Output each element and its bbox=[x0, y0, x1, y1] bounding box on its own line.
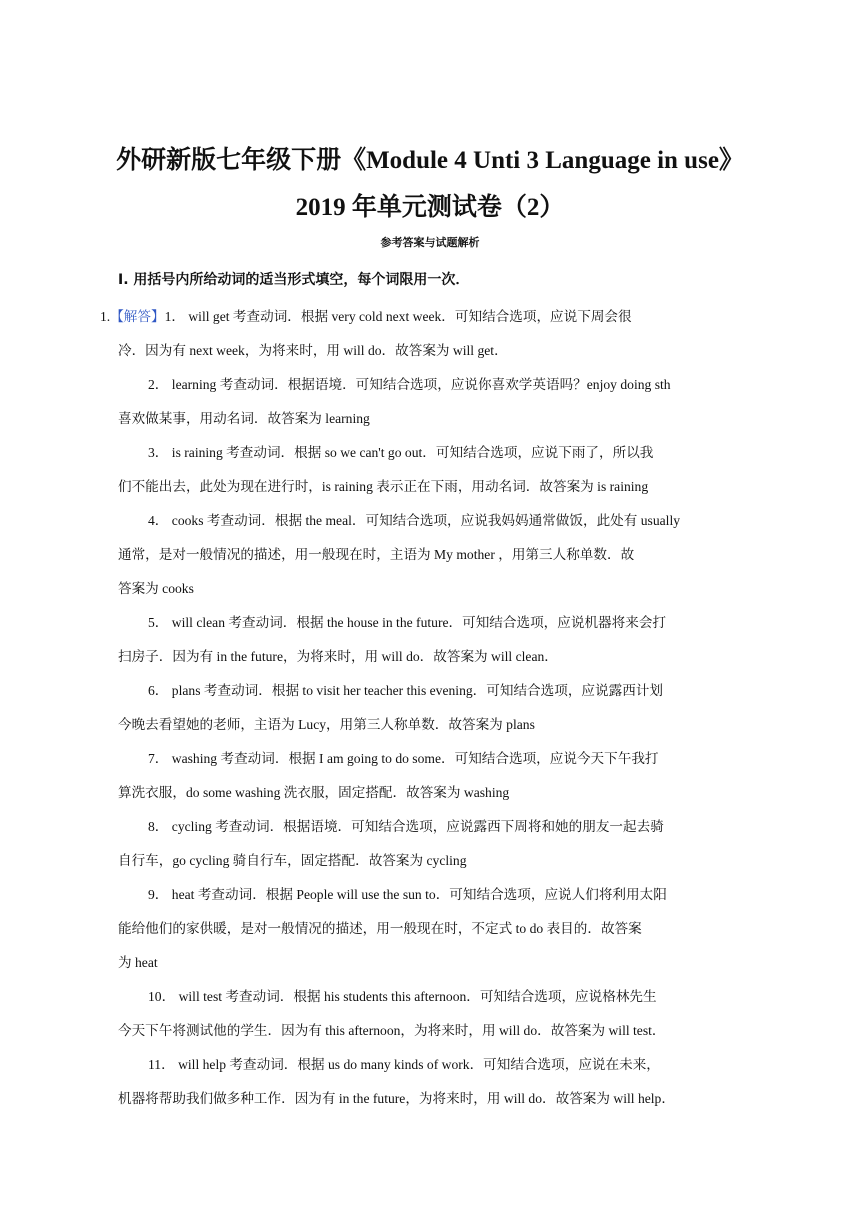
answer-line: 通常，是对一般情况的描述，用一般现在时，主语为 My mother ，用第三人称单数．故 bbox=[118, 547, 635, 562]
answer-line: 9． heat 考查动词．根据 People will use the sun to．可知结合选项，应说人们将利用太阳 bbox=[148, 887, 667, 902]
answer-line: 2． learning 考查动词．根据语境．可知结合选项，应说你喜欢学英语吗？enjoy doing sth bbox=[148, 377, 671, 392]
answer-line: 自行车，go cycling 骑自行车，固定搭配．故答案为 cycling bbox=[118, 853, 467, 868]
answer-tag: 【解答】 bbox=[110, 309, 165, 324]
answer-line: 6． plans 考查动词．根据 to visit her teacher this evening．可知结合选项，应说露西计划 bbox=[148, 683, 663, 698]
answer-line: 7． washing 考查动词．根据 I am going to do some．可知结合选项，应说今天下午我打 bbox=[148, 751, 659, 766]
answer-line bbox=[100, 300, 730, 334]
answer-line: 8． cycling 考查动词．根据语境．可知结合选项，应说露西下周将和她的朋友一起去骑 bbox=[148, 819, 664, 834]
answer-line: 今天下午将测试他的学生．因为有 this afternoon，为将来时，用 will do．故答案为 will test． bbox=[118, 1023, 666, 1038]
document-title-line-2: 2019 年单元测试卷（2） bbox=[295, 194, 565, 221]
answer-line-text: 1． will get 考查动词．根据 very cold next week．可知结合选项，应说下周会很 bbox=[164, 309, 632, 324]
answer-line: 能给他们的家供暖，是对一般情况的描述，用一般现在时，不定式 to do 表目的．故答案 bbox=[118, 921, 642, 936]
answer-line: 10． will test 考查动词．根据 his students this afternoon．可知结合选项，应说格林先生 bbox=[148, 989, 657, 1004]
answer-line: 算洗衣服，do some washing 洗衣服，固定搭配．故答案为 washing bbox=[118, 785, 510, 800]
answer-line: 3． is raining 考查动词．根据 so we can't go out．可知结合选项，应说下雨了，所以我 bbox=[148, 445, 654, 460]
answer-line: 为 heat bbox=[118, 955, 158, 970]
answer-line: 4． cooks 考查动词．根据 the meal．可知结合选项，应说我妈妈通常做饭，此处有 usually bbox=[148, 513, 681, 528]
answer-line: 11． will help 考查动词．根据 us do many kinds of work．可知结合选项，应说在未来， bbox=[148, 1057, 660, 1072]
answer-line: 今晚去看望她的老师，主语为 Lucy，用第三人称单数．故答案为 plans bbox=[118, 717, 535, 732]
answer-line: 机器将帮助我们做多种工作．因为有 in the future，为将来时，用 will do．故答案为 will help． bbox=[118, 1091, 675, 1106]
document-title-line-1: 外研新版七年级下册《Module 4 Unti 3 Language in use》 bbox=[116, 147, 744, 174]
answer-key-subtitle: 参考答案与试题解析 bbox=[380, 236, 480, 249]
answer-line: 扫房子．因为有 in the future，为将来时，用 will do．故答案为 will clean． bbox=[118, 649, 558, 664]
answer-body bbox=[100, 300, 730, 1116]
answer-line: 们不能出去，此处为现在进行时，is raining 表示正在下雨，用动名词．故答案为 is raining bbox=[118, 479, 649, 494]
answer-line: 喜欢做某事，用动名词．故答案为 learning bbox=[118, 411, 370, 426]
section-heading: I. 用括号内所给动词的适当形式填空，每个词限用一次． bbox=[118, 272, 470, 288]
answer-line: 冷．因为有 next week，为将来时，用 will do．故答案为 will get． bbox=[118, 343, 508, 358]
question-number: 1. bbox=[100, 309, 111, 324]
answer-line: 答案为 cooks bbox=[118, 581, 194, 596]
answer-line: 5． will clean 考查动词．根据 the house in the future．可知结合选项，应说机器将来会打 bbox=[148, 615, 667, 630]
